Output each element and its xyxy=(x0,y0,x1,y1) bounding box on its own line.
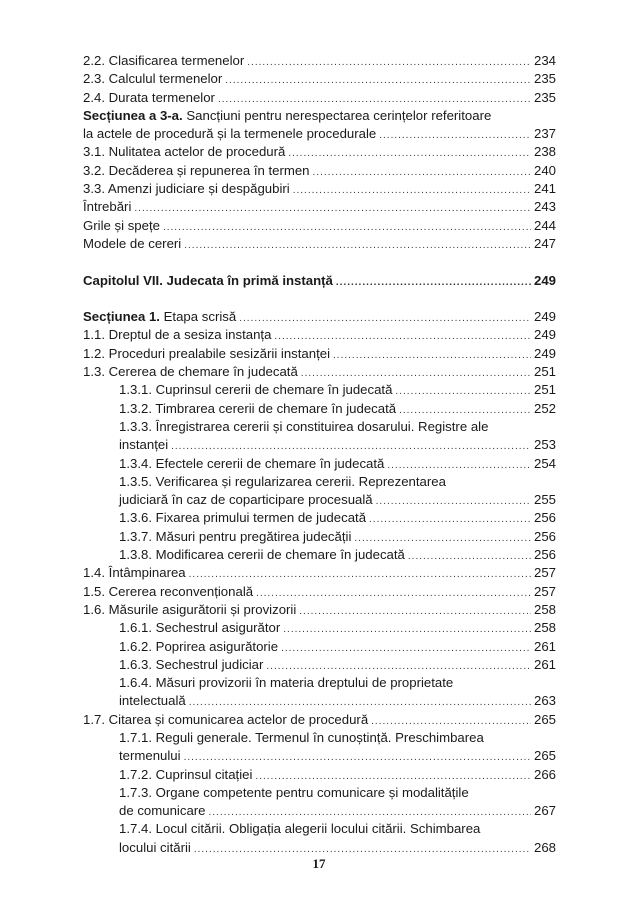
dot-leader xyxy=(288,145,531,163)
toc-subentry: de comunicare ..... 267 xyxy=(83,802,556,820)
dot-leader xyxy=(247,54,531,72)
dot-leader xyxy=(239,310,531,328)
toc-subentry: 1.6.2. Poprirea asigurătorie ..... 261 xyxy=(83,638,556,656)
dot-leader xyxy=(379,127,531,145)
dot-leader xyxy=(299,603,531,621)
dot-leader xyxy=(376,493,531,511)
toc-subentry: intelectuală ..... 263 xyxy=(83,692,556,710)
toc-entry: 1.7. Citarea și comunicarea actelor de procedură ..... 265 xyxy=(83,711,556,729)
toc-entry: 1.4. Întâmpinarea ..... 257 xyxy=(83,564,556,582)
toc-subentry: instanței ..... 253 xyxy=(83,436,556,454)
dot-leader xyxy=(225,72,531,90)
toc-subentry: 1.3.1. Cuprinsul cererii de chemare în judecată ..... 251 xyxy=(83,381,556,399)
toc-entry: 1.2. Proceduri prealabile sesizării instanței ..... 249 xyxy=(83,345,556,363)
toc-entry: Modele de cereri ..... 247 xyxy=(83,235,556,253)
table-of-contents xyxy=(83,52,556,857)
toc-entry: 2.3. Calculul termenelor ..... 235 xyxy=(83,70,556,88)
toc-entry: 2.4. Durata termenelor ..... 235 xyxy=(83,89,556,107)
chapter-heading: Capitolul VII. Judecata în primă instanță ..... 249 xyxy=(83,272,556,290)
toc-subentry: 1.3.2. Timbrarea cererii de chemare în judecată ..... 252 xyxy=(83,400,556,418)
dot-leader xyxy=(293,182,531,200)
toc-subentry: 1.3.8. Modificarea cererii de chemare în judecată ..... 256 xyxy=(83,546,556,564)
dot-leader xyxy=(184,237,531,255)
toc-entry: 1.3. Cererea de chemare în judecată ..... 251 xyxy=(83,363,556,381)
toc-subentry: 1.6.3. Sechestrul judiciar ..... 261 xyxy=(83,656,556,674)
dot-leader xyxy=(134,200,531,218)
toc-subentry: 1.6.4. Măsuri provizorii în materia dreptului de proprietate xyxy=(119,675,454,691)
toc-subentry: 1.3.6. Fixarea primului termen de judecată ..... 256 xyxy=(83,509,556,527)
toc-subentry: 1.3.7. Măsuri pentru pregătirea judecății ..... 256 xyxy=(83,528,556,546)
toc-entry: 1.6. Măsurile asigurătorii și provizorii ..... 258 xyxy=(83,601,556,619)
section-heading: Secțiunea 1. Etapa scrisă ..... 249 xyxy=(83,308,556,326)
toc-subentry: 1.3.4. Efectele cererii de chemare în judecată ..... 254 xyxy=(83,455,556,473)
toc-subentry: 1.3.5. Verificarea și regularizarea cererii. Reprezentarea xyxy=(119,473,446,489)
toc-entry: 3.2. Decăderea și repunerea în termen ..... 240 xyxy=(83,162,556,180)
toc-entry: 1.5. Cererea reconvențională ..... 257 xyxy=(83,583,556,601)
toc-subentry: locului citării ..... 268 xyxy=(83,839,556,857)
toc-entry: 1.1. Dreptul de a sesiza instanța ..... 249 xyxy=(83,326,556,344)
toc-subentry: 1.7.2. Cuprinsul citației ..... 266 xyxy=(83,766,556,784)
toc-subentry: 1.7.4. Locul citării. Obligația alegerii locului citării. Schimbarea xyxy=(119,821,481,837)
toc-subentry: 1.6.1. Sechestrul asigurător ..... 258 xyxy=(83,619,556,637)
dot-leader xyxy=(395,383,531,401)
toc-subentry: 1.3.3. Înregistrarea cererii și constituirea dosarului. Registre ale xyxy=(119,418,489,434)
toc-subentry: termenului ..... 265 xyxy=(83,747,556,765)
toc-subentry: judiciară în caz de coparticipare procesuală ..... 255 xyxy=(83,491,556,509)
dot-leader xyxy=(333,347,531,365)
toc-subentry: 1.7.1. Reguli generale. Termenul în cunoștință. Preschimbarea xyxy=(119,729,484,745)
dot-leader xyxy=(163,219,531,237)
dot-leader xyxy=(281,640,531,658)
dot-leader xyxy=(369,511,531,529)
toc-entry: Grile și spețe ..... 244 xyxy=(83,217,556,235)
page-number: 17 xyxy=(312,856,326,871)
toc-entry: Întrebări ..... 243 xyxy=(83,198,556,216)
dot-leader xyxy=(283,621,531,639)
dot-leader xyxy=(256,585,531,603)
dot-leader xyxy=(313,164,531,182)
toc-entry: 3.1. Nulitatea actelor de procedură ..... 238 xyxy=(83,143,556,161)
toc-entry: 3.3. Amenzi judiciare și despăgubiri ..... 241 xyxy=(83,180,556,198)
toc-entry: 2.2. Clasificarea termenelor ..... 234 xyxy=(83,52,556,70)
dot-leader xyxy=(408,548,531,566)
section-heading: Secțiunea a 3-a. Sancțiuni pentru nerespectarea cerințelor referitoare xyxy=(83,107,492,123)
dot-leader xyxy=(336,274,531,292)
toc-subentry: 1.7.3. Organe competente pentru comunicare și modalitățile xyxy=(119,784,469,800)
toc-entry: la actele de procedură și la termenele procedurale ..... 237 xyxy=(83,125,556,143)
